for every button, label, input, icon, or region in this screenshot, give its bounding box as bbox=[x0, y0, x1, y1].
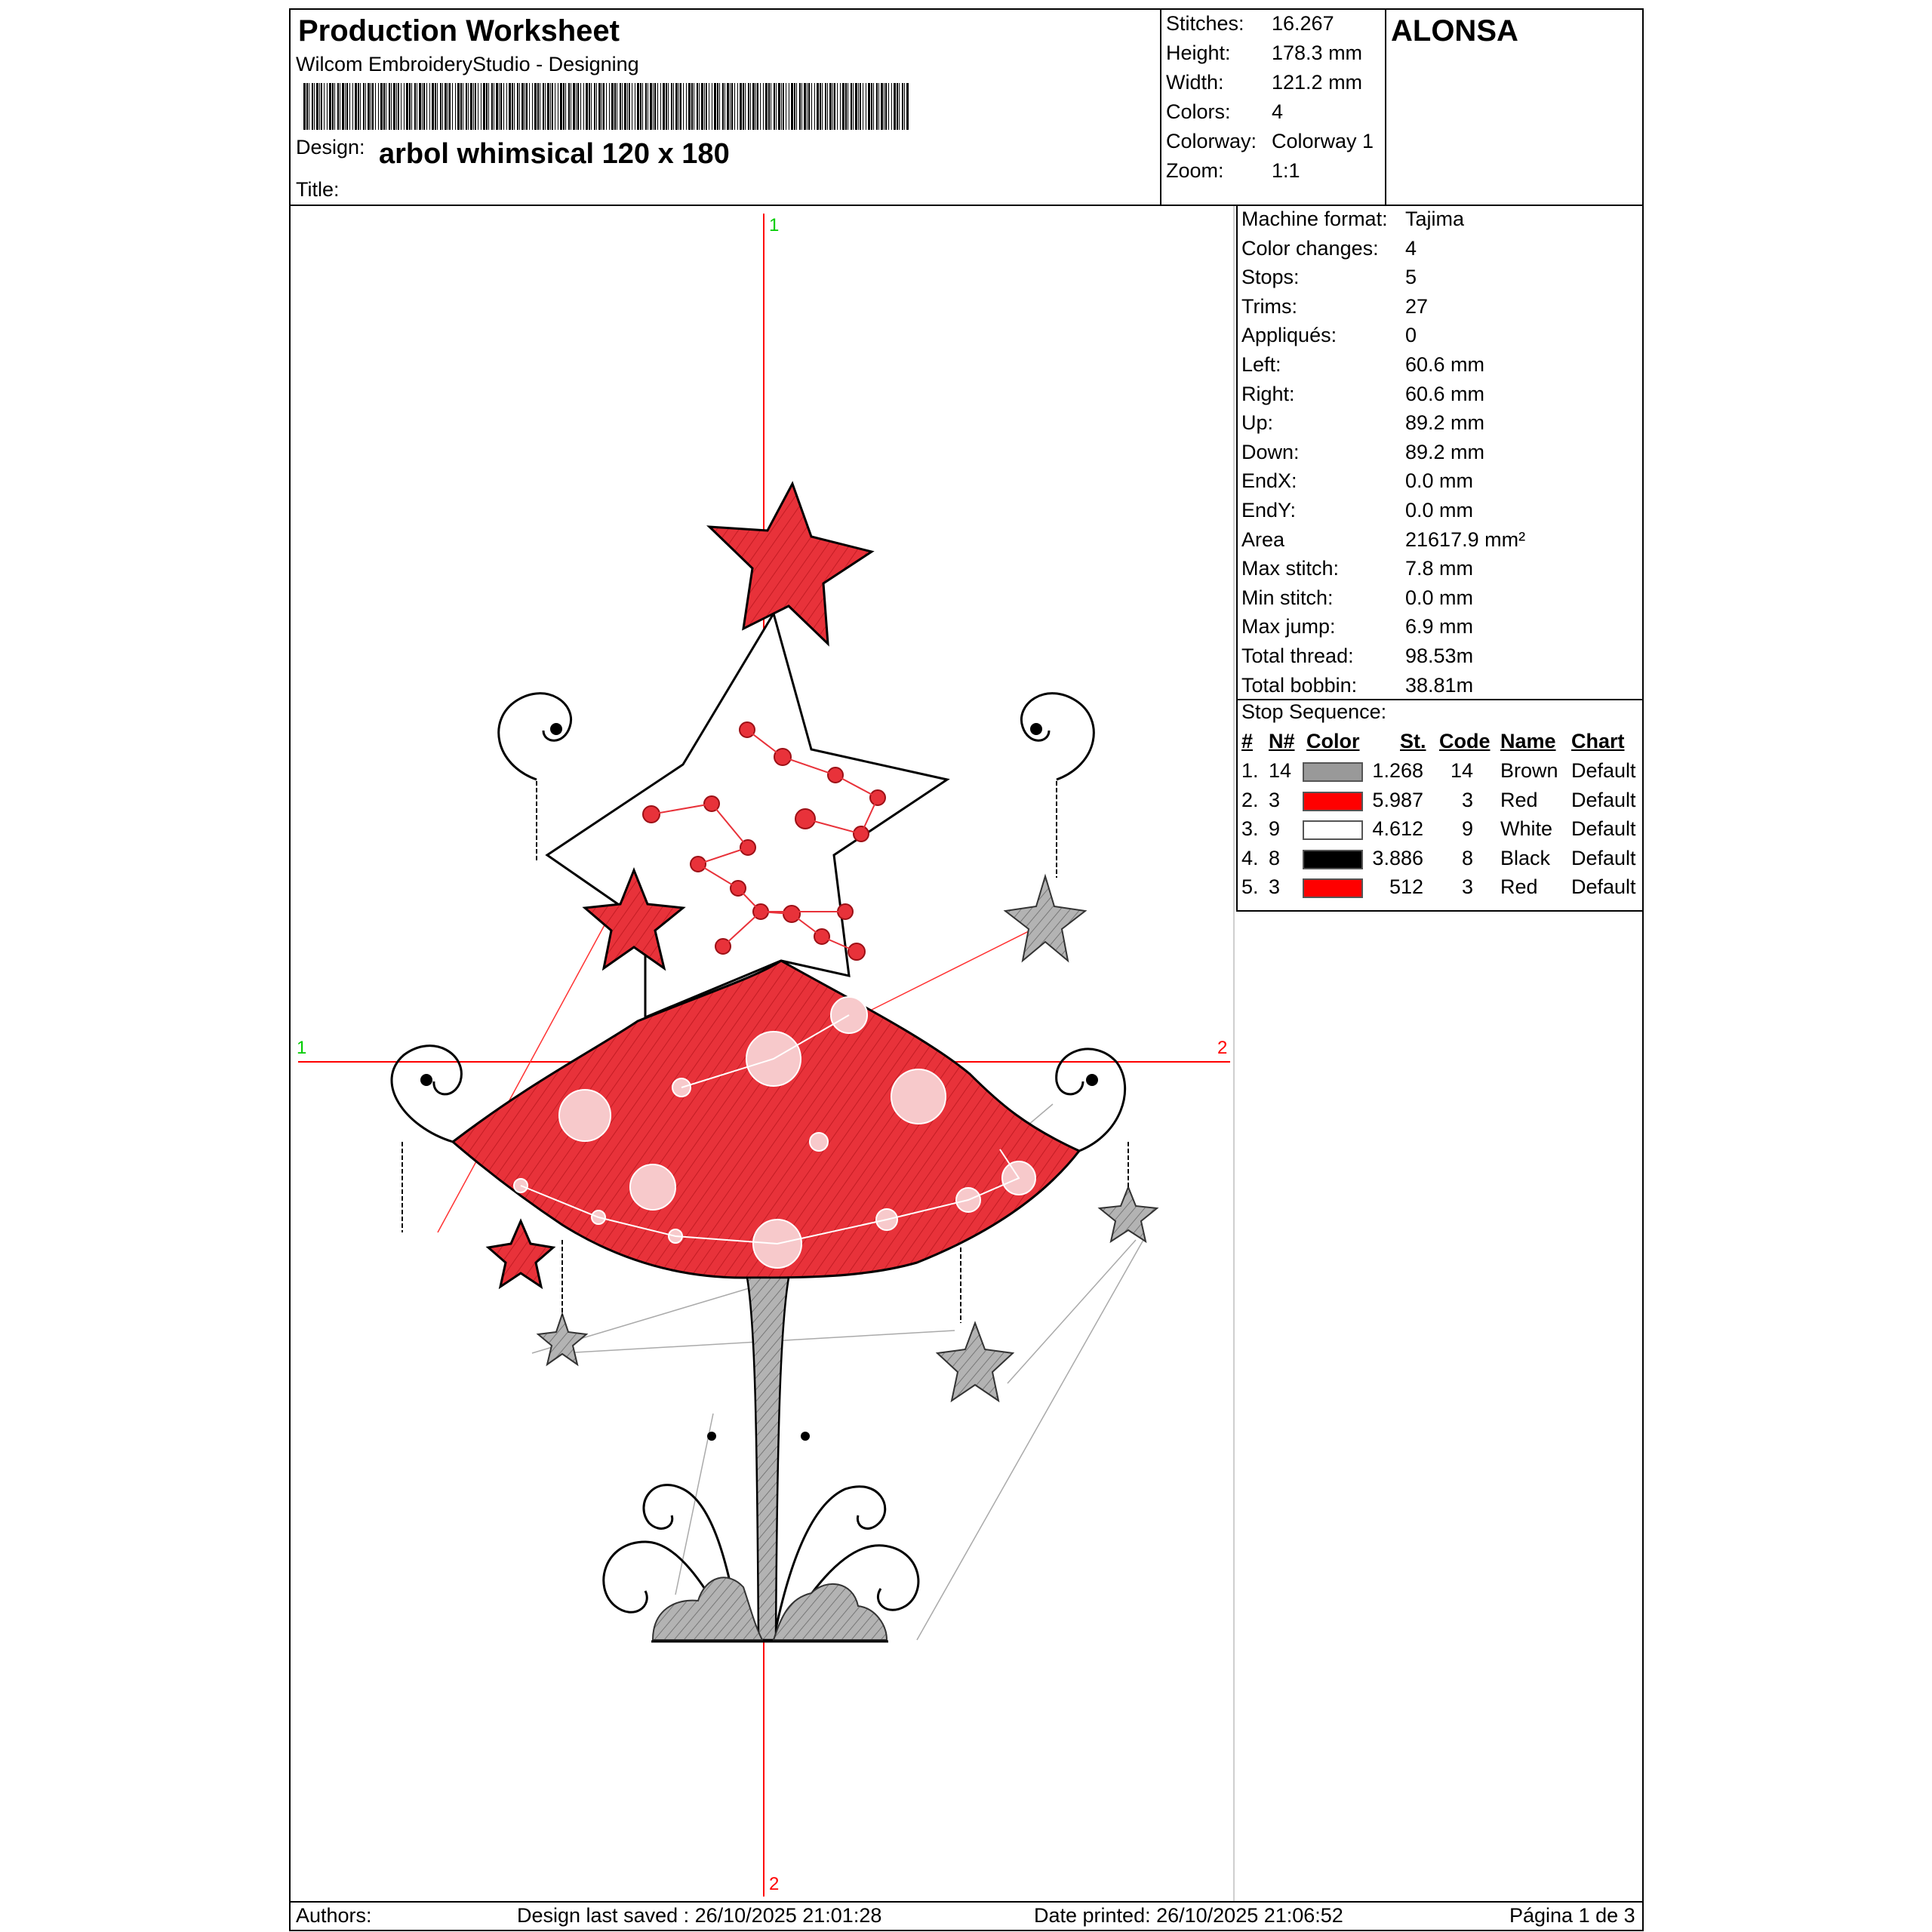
summary-row-label: Height: bbox=[1166, 42, 1231, 64]
stop-cell-num: 4. bbox=[1241, 846, 1259, 869]
stop-cell-name: Red bbox=[1500, 875, 1538, 899]
stop-cell-num: 1. bbox=[1241, 759, 1259, 782]
column-header: Chart bbox=[1571, 730, 1625, 752]
stop-cell-code: 9 bbox=[1461, 817, 1473, 841]
summary-row-value: 16.267 bbox=[1272, 12, 1334, 35]
stop-cell-code: 3 bbox=[1461, 875, 1473, 899]
stop-cell-name: White bbox=[1500, 817, 1553, 841]
column-header: St. bbox=[1400, 730, 1426, 752]
barcode bbox=[303, 83, 915, 130]
design-name: arbol whimsical 120 x 180 bbox=[379, 138, 730, 170]
production-worksheet bbox=[289, 8, 1644, 1931]
stop-cell-num: 5. bbox=[1241, 875, 1259, 899]
detail-row-label: Right: bbox=[1241, 382, 1295, 405]
detail-row-label: Max jump: bbox=[1241, 615, 1336, 638]
detail-row-value: 0.0 mm bbox=[1405, 586, 1474, 609]
stop-cell-st: 4.612 bbox=[1372, 817, 1423, 841]
marker-top: 1 bbox=[769, 215, 780, 235]
stop-cell-name: Black bbox=[1500, 846, 1551, 869]
summary-row-label: Stitches: bbox=[1166, 12, 1244, 35]
detail-row-value: 0.0 mm bbox=[1405, 499, 1474, 521]
detail-row-value: 0 bbox=[1405, 324, 1417, 347]
stop-cell-code: 3 bbox=[1461, 788, 1473, 811]
brand-name: ALONSA bbox=[1391, 14, 1518, 48]
detail-row-label: Max stitch: bbox=[1241, 557, 1340, 580]
summary-row-label: Colors: bbox=[1166, 100, 1231, 123]
stop-sequence-title: Stop Sequence: bbox=[1241, 700, 1387, 723]
stop-cell-st: 5.987 bbox=[1372, 788, 1423, 811]
page-number: Página 1 de 3 bbox=[1509, 1904, 1635, 1927]
stop-cell-n: 14 bbox=[1269, 759, 1292, 782]
stop-cell-chart: Default bbox=[1571, 817, 1636, 841]
stop-cell-st: 512 bbox=[1389, 875, 1423, 899]
worksheet-title: Production Worksheet bbox=[298, 14, 620, 48]
summary-row-value: 178.3 mm bbox=[1272, 42, 1363, 64]
color-swatch bbox=[1303, 820, 1363, 840]
marker-right: 2 bbox=[1217, 1038, 1228, 1058]
detail-row-label: Stops: bbox=[1241, 266, 1300, 289]
detail-row-value: 89.2 mm bbox=[1405, 440, 1485, 463]
detail-row-value: 98.53m bbox=[1405, 645, 1474, 667]
summary-row-label: Zoom: bbox=[1166, 159, 1224, 182]
detail-row-value: 7.8 mm bbox=[1405, 557, 1474, 580]
detail-row-value: Tajima bbox=[1405, 208, 1465, 230]
stop-cell-name: Brown bbox=[1500, 759, 1558, 782]
color-swatch bbox=[1303, 762, 1363, 782]
summary-row-label: Width: bbox=[1166, 71, 1224, 94]
detail-row-value: 60.6 mm bbox=[1405, 382, 1485, 405]
last-saved: Design last saved : 26/10/2025 21:01:28 bbox=[517, 1904, 882, 1927]
design-canvas bbox=[291, 206, 1236, 1902]
stop-cell-chart: Default bbox=[1571, 875, 1636, 899]
stop-cell-chart: Default bbox=[1571, 788, 1636, 811]
column-header: # bbox=[1241, 730, 1254, 752]
detail-row-label: EndY: bbox=[1241, 499, 1297, 521]
detail-row-label: Up: bbox=[1241, 411, 1274, 435]
column-header: Code bbox=[1439, 730, 1491, 752]
marker-left: 1 bbox=[297, 1038, 307, 1058]
software-name: Wilcom EmbroideryStudio - Designing bbox=[296, 53, 639, 75]
date-printed: Date printed: 26/10/2025 21:06:52 bbox=[1034, 1904, 1343, 1927]
color-swatch bbox=[1303, 850, 1363, 869]
detail-row-value: 5 bbox=[1405, 266, 1417, 289]
stop-cell-name: Red bbox=[1500, 788, 1538, 811]
column-header: N# bbox=[1269, 730, 1295, 752]
stop-cell-num: 2. bbox=[1241, 788, 1259, 811]
detail-row-value: 21617.9 mm² bbox=[1405, 528, 1526, 551]
stop-cell-n: 9 bbox=[1269, 817, 1281, 841]
stop-cell-n: 3 bbox=[1269, 875, 1281, 899]
detail-row-value: 0.0 mm bbox=[1405, 469, 1474, 493]
marker-bottom: 2 bbox=[769, 1874, 780, 1894]
stop-cell-chart: Default bbox=[1571, 846, 1636, 869]
detail-row-value: 38.81m bbox=[1405, 673, 1474, 697]
top-star bbox=[709, 484, 872, 644]
color-swatch bbox=[1303, 792, 1363, 811]
detail-row-value: 6.9 mm bbox=[1405, 615, 1474, 638]
detail-row-label: Left: bbox=[1241, 353, 1281, 376]
column-header: Color bbox=[1306, 730, 1360, 752]
detail-row-label: Appliqués: bbox=[1241, 324, 1337, 347]
stop-cell-chart: Default bbox=[1571, 759, 1636, 782]
stop-cell-st: 1.268 bbox=[1372, 759, 1423, 782]
stop-cell-n: 3 bbox=[1269, 788, 1281, 811]
detail-row-label: Down: bbox=[1241, 440, 1300, 463]
stop-cell-code: 8 bbox=[1461, 846, 1473, 869]
title-label: Title: bbox=[296, 178, 340, 201]
summary-row-value: 1:1 bbox=[1272, 159, 1300, 182]
detail-row-label: Total bobbin: bbox=[1241, 673, 1358, 697]
detail-row-label: Area bbox=[1241, 528, 1285, 551]
detail-row-value: 27 bbox=[1405, 294, 1429, 318]
detail-row-value: 4 bbox=[1405, 236, 1417, 260]
summary-row-value: 4 bbox=[1272, 100, 1284, 123]
detail-row-label: Machine format: bbox=[1241, 208, 1388, 230]
stop-cell-num: 3. bbox=[1241, 817, 1259, 841]
tree-trunk bbox=[747, 1278, 789, 1640]
left-star-lower bbox=[488, 1221, 553, 1287]
stop-cell-n: 8 bbox=[1269, 846, 1281, 869]
detail-row-label: Trims: bbox=[1241, 294, 1297, 318]
detail-row-label: Total thread: bbox=[1241, 645, 1354, 667]
stop-cell-code: 14 bbox=[1450, 759, 1473, 782]
design-label: Design: bbox=[296, 136, 365, 158]
authors-label: Authors: bbox=[296, 1904, 372, 1927]
summary-row-value: Colorway 1 bbox=[1272, 130, 1374, 152]
detail-row-label: Min stitch: bbox=[1241, 586, 1334, 609]
detail-row-label: EndX: bbox=[1241, 469, 1297, 493]
summary-row-label: Colorway: bbox=[1166, 130, 1257, 152]
detail-row-label: Color changes: bbox=[1241, 236, 1379, 260]
color-swatch bbox=[1303, 878, 1363, 898]
stop-cell-st: 3.886 bbox=[1372, 846, 1423, 869]
detail-row-value: 89.2 mm bbox=[1405, 411, 1485, 435]
detail-row-value: 60.6 mm bbox=[1405, 353, 1485, 376]
column-header: Name bbox=[1500, 730, 1556, 752]
summary-row-value: 121.2 mm bbox=[1272, 71, 1363, 94]
